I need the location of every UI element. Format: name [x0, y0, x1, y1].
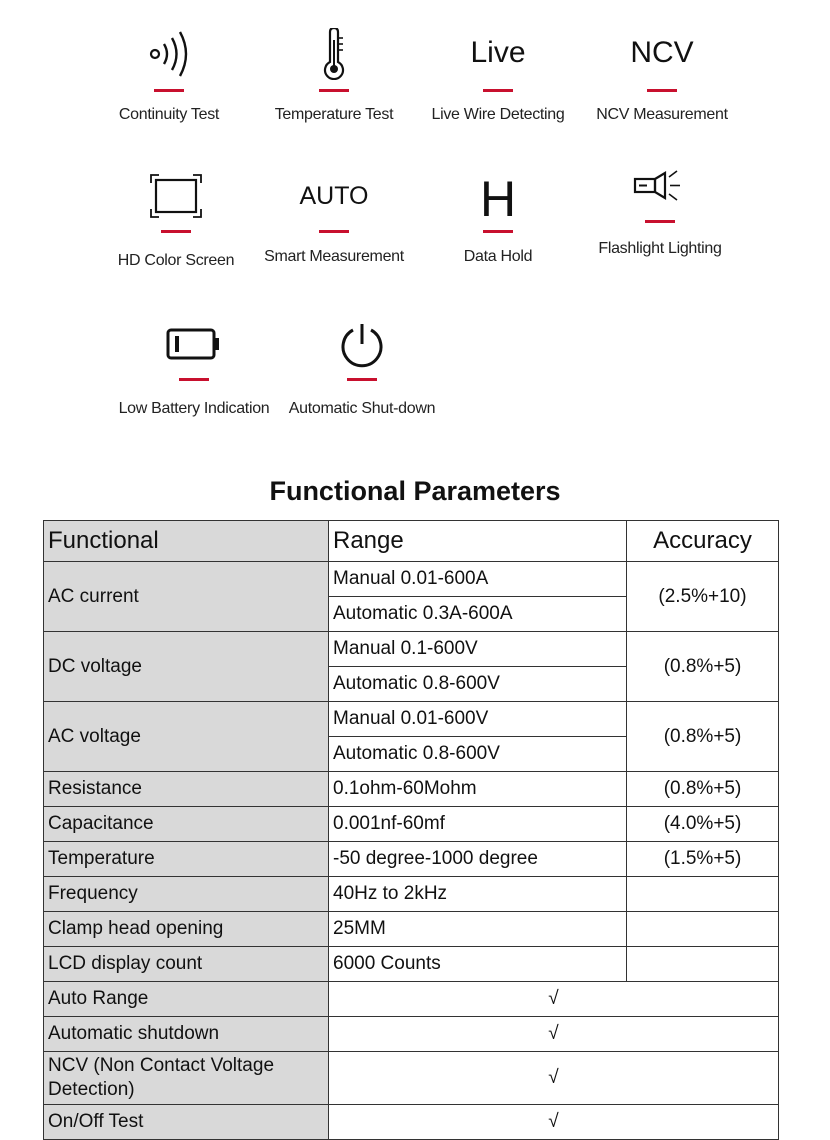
table-row [44, 877, 779, 912]
feature-continuity [84, 28, 254, 148]
ncv-icon: NCV [630, 36, 694, 69]
accent-bar [319, 230, 349, 233]
section-title: Functional Parameters [269, 476, 561, 506]
battery-icon [166, 326, 222, 362]
table-row [44, 1017, 779, 1052]
check-cell: √ [329, 1017, 779, 1052]
range-cell: 40Hz to 2kHz [329, 877, 627, 912]
screen-icon [150, 174, 202, 218]
range-cell: Automatic 0.3A-600A [329, 597, 627, 632]
feature-label: Smart Measurement [264, 248, 404, 265]
table-header-row [44, 521, 779, 562]
accuracy-cell: (4.0%+5) [627, 807, 779, 842]
accuracy-cell [627, 877, 779, 912]
feature-label: Data Hold [463, 248, 533, 265]
power-icon [339, 322, 385, 368]
func-cell: Auto Range [44, 982, 329, 1017]
range-cell: Manual 0.1-600V [329, 632, 627, 667]
accent-bar [154, 89, 184, 92]
range-cell: 0.001nf-60mf [329, 807, 627, 842]
func-cell: AC current [44, 562, 329, 632]
feature-label: HD Color Screen [117, 252, 235, 269]
feature-temperature [249, 28, 419, 148]
accent-bar [347, 378, 377, 381]
check-cell: √ [329, 1105, 779, 1140]
feature-label: Low Battery Indication [118, 400, 270, 417]
feature-live-wire [413, 28, 583, 148]
accent-bar [483, 89, 513, 92]
feature-label: Flashlight Lighting [598, 240, 722, 257]
accuracy-cell: (2.5%+10) [627, 562, 779, 632]
header-range: Range [329, 521, 627, 562]
func-cell: Frequency [44, 877, 329, 912]
auto-icon: AUTO [299, 182, 369, 210]
table-row [44, 562, 779, 597]
range-cell: Automatic 0.8-600V [329, 667, 627, 702]
hold-icon: H [479, 171, 517, 227]
accent-bar [647, 89, 677, 92]
range-cell: 6000 Counts [329, 947, 627, 982]
sound-wave-icon [147, 28, 191, 80]
func-cell: Resistance [44, 772, 329, 807]
table-row [44, 982, 779, 1017]
accent-bar [319, 89, 349, 92]
func-cell: On/Off Test [44, 1105, 329, 1140]
accent-bar [161, 230, 191, 233]
table-row [44, 1052, 779, 1105]
feature-label: NCV Measurement [596, 106, 728, 123]
feature-label: Continuity Test [118, 106, 220, 123]
range-cell: Automatic 0.8-600V [329, 737, 627, 772]
range-cell: 0.1ohm-60Mohm [329, 772, 627, 807]
table-row [44, 912, 779, 947]
check-cell: √ [329, 982, 779, 1017]
accuracy-cell: (0.8%+5) [627, 772, 779, 807]
range-cell: Manual 0.01-600A [329, 562, 627, 597]
live-icon: Live [470, 36, 526, 69]
feature-hd-screen [91, 174, 261, 294]
accuracy-cell: (1.5%+5) [627, 842, 779, 877]
table-row [44, 947, 779, 982]
feature-data-hold [413, 171, 583, 294]
range-cell: -50 degree-1000 degree [329, 842, 627, 877]
feature-flashlight [575, 170, 745, 290]
feature-label: Temperature Test [274, 106, 394, 123]
func-cell: Capacitance [44, 807, 329, 842]
range-cell: Manual 0.01-600V [329, 702, 627, 737]
accuracy-cell: (0.8%+5) [627, 632, 779, 702]
thermometer-icon [319, 28, 349, 80]
table-row [44, 632, 779, 667]
feature-auto-shutdown [277, 322, 447, 442]
func-cell: Clamp head opening [44, 912, 329, 947]
header-accuracy: Accuracy [627, 521, 779, 562]
table-row [44, 772, 779, 807]
accuracy-cell [627, 947, 779, 982]
feature-ncv [577, 28, 747, 148]
table-row [44, 807, 779, 842]
accent-bar [483, 230, 513, 233]
range-cell: 25MM [329, 912, 627, 947]
func-cell: DC voltage [44, 632, 329, 702]
func-cell: LCD display count [44, 947, 329, 982]
header-functional: Functional [44, 521, 329, 562]
feature-label: Automatic Shut-down [288, 400, 436, 417]
func-cell: Automatic shutdown [44, 1017, 329, 1052]
accuracy-cell [627, 912, 779, 947]
flashlight-icon [633, 170, 687, 202]
feature-smart [249, 174, 419, 294]
func-cell: NCV (Non Contact Voltage Detection) [44, 1052, 329, 1105]
feature-label: Live Wire Detecting [431, 106, 565, 123]
func-cell: Temperature [44, 842, 329, 877]
func-cell: AC voltage [44, 702, 329, 772]
table-row [44, 702, 779, 737]
accent-bar [645, 220, 675, 223]
accuracy-cell: (0.8%+5) [627, 702, 779, 772]
table-row [44, 1105, 779, 1140]
table-row [44, 842, 779, 877]
parameters-table [43, 520, 779, 1140]
feature-low-battery [109, 326, 279, 446]
accent-bar [179, 378, 209, 381]
check-cell: √ [329, 1052, 779, 1105]
